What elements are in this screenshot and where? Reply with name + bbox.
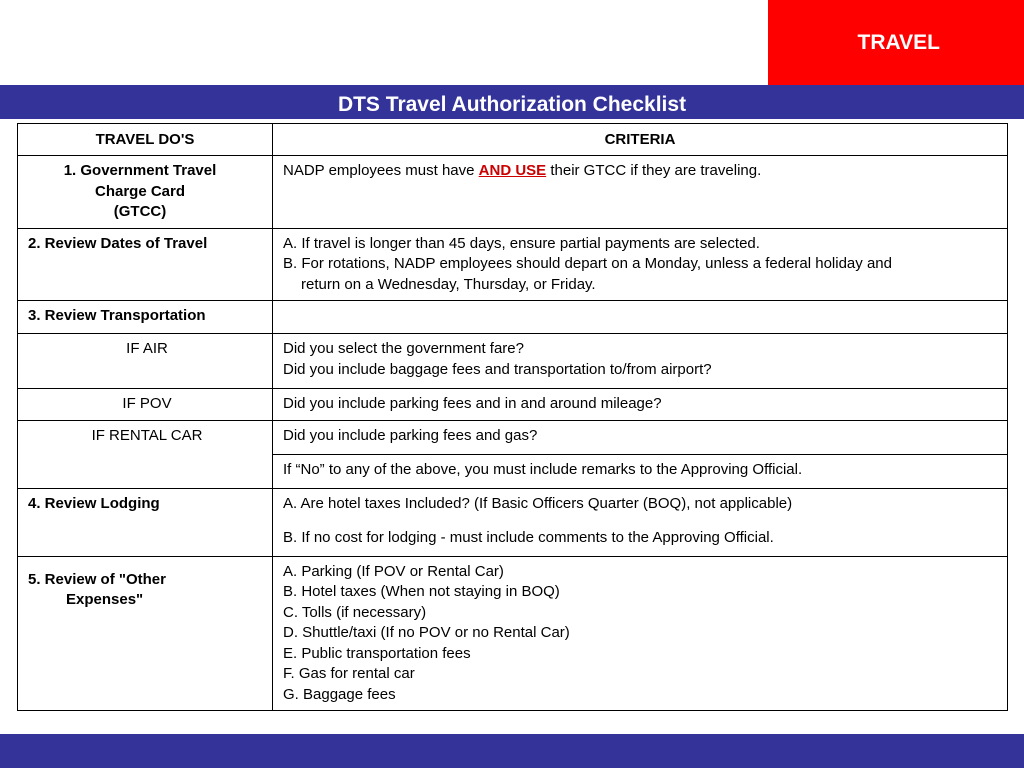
row-criteria-lodging [273,488,1008,556]
air-question-2: Did you include baggage fees and transportation to/from airport? [283,360,712,378]
row-criteria-other [273,556,1008,711]
gtcc-text-before: NADP employees must have [283,162,479,179]
row-criteria-gtcc [273,156,1008,229]
table-row-gtcc [18,156,1008,229]
row-label-dates [18,228,273,301]
list-item: C. Tolls (if necessary) [283,603,427,621]
row-criteria-pov [273,389,1008,421]
row-label-lodging [18,488,273,556]
row-label-other [18,556,273,711]
row-label-gtcc [18,156,273,229]
air-question-1: Did you select the government fare? [283,340,524,357]
air-label: IF AIR [126,340,168,357]
row-label-transport [18,301,273,334]
table-row-air [18,334,1008,389]
rental-question-1: Did you include parking fees and gas? [283,426,538,444]
title-bar [0,85,1024,119]
dates-item-b-line1: B. For rotations, NADP employees should depart on a Monday, unless a federal holiday and [283,255,892,272]
list-item: G. Baggage fees [283,685,396,703]
table-row-dates [18,228,1008,301]
row-label-pov [18,389,273,421]
transport-label: 3. Review Transportation [28,307,206,324]
table-row-rental [18,420,1008,454]
other-label-line2: Expenses" [66,591,144,608]
row-criteria-dates [273,228,1008,301]
lodging-item-b: B. If no cost for lodging - must include comments to the Approving Official. [283,529,774,546]
gtcc-text-after: their GTCC if they are traveling. [546,162,762,179]
travel-tab [768,0,1024,85]
list-item: F. Gas for rental car [283,665,415,682]
lodging-label: 4. Review Lodging [28,494,160,512]
table-row-lodging [18,488,1008,556]
travel-tab-label: TRAVEL [857,31,940,54]
col-header-travel-dos: TRAVEL DO'S [18,124,273,156]
pov-label: IF POV [122,395,172,412]
table-header-row [18,124,1008,156]
list-item: E. Public transportation fees [283,644,471,662]
rental-label: IF RENTAL CAR [91,426,203,444]
other-label-line1: 5. Review of "Other [28,570,166,588]
page-title: DTS Travel Authorization Checklist [337,93,687,116]
dates-item-b-line2: return on a Wednesday, Thursday, or Friday. [301,275,596,293]
transport-remarks: If “No” to any of the above, you must include remarks to the Approving Official. [283,460,803,478]
table-row-other [18,556,1008,711]
gtcc-label-line2: Charge Card [94,182,186,200]
dates-label: 2. Review Dates of Travel [28,234,208,252]
footer-bar [0,734,1024,768]
lodging-item-a: A. Are hotel taxes Included? (If Basic Officers Quarter (BOQ), not applicable) [283,494,793,512]
dates-item-a: A. If travel is longer than 45 days, ensure partial payments are selected. [283,234,760,252]
gtcc-label-line1: 1. Government Travel [63,162,217,179]
col-header-criteria: CRITERIA [273,124,1008,156]
table-row-pov [18,389,1008,421]
row-criteria-transport-empty [273,301,1008,334]
row-criteria-remarks [273,454,1008,488]
list-item: A. Parking (If POV or Rental Car) [283,562,504,580]
gtcc-label-line3: (GTCC) [113,203,167,220]
row-label-rental [18,420,273,488]
checklist-table [17,123,1008,711]
gtcc-emphasis: AND USE [478,162,547,179]
row-label-air [18,334,273,389]
table-row-transport [18,301,1008,334]
list-item: B. Hotel taxes (When not staying in BOQ) [283,583,560,600]
list-item: D. Shuttle/taxi (If no POV or no Rental Car) [283,624,570,641]
pov-question-1: Did you include parking fees and in and around mileage? [283,395,662,412]
row-criteria-air [273,334,1008,389]
row-criteria-rental [273,420,1008,454]
